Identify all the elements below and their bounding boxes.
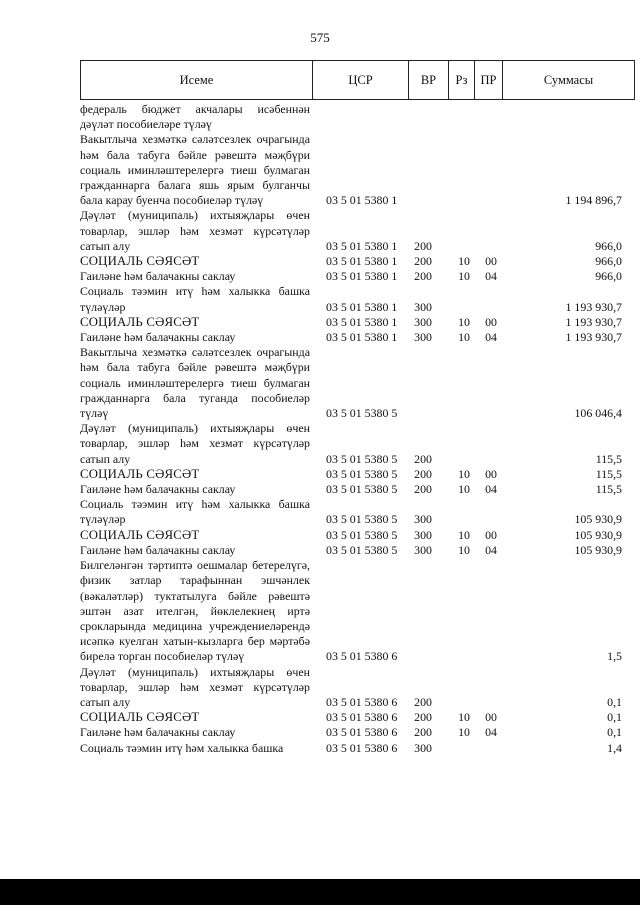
row-pr: 00 — [485, 710, 497, 725]
row-pr: 00 — [485, 527, 497, 542]
row-name: Гаиләне һәм балачакны саклау — [80, 482, 236, 497]
budget-table-body — [80, 102, 635, 756]
row-csr: 03 5 01 5380 6 — [326, 710, 398, 725]
row-rz: 10 — [458, 269, 470, 284]
table-row — [80, 102, 635, 132]
row-vr: 300 — [414, 314, 432, 329]
row-csr: 03 5 01 5380 1 — [326, 330, 398, 345]
row-sum: 966,0 — [595, 254, 622, 269]
row-name: Социаль тәэмин итү һәм халыкка башка түләүләр — [80, 497, 310, 527]
table-row — [80, 330, 635, 345]
row-pr: 04 — [485, 725, 497, 740]
row-pr: 04 — [485, 542, 497, 557]
row-name: Социаль тәэмин итү һәм халыкка башка түләүләр — [80, 284, 310, 314]
row-sum: 115,5 — [595, 466, 622, 481]
row-vr: 300 — [414, 542, 432, 557]
table-row — [80, 345, 635, 421]
row-rz: 10 — [458, 482, 470, 497]
row-pr: 04 — [485, 330, 497, 345]
table-row — [80, 543, 635, 558]
row-csr: 03 5 01 5380 1 — [326, 238, 398, 253]
row-sum: 115,5 — [595, 482, 622, 497]
row-csr: 03 5 01 5380 1 — [326, 269, 398, 284]
row-vr: 200 — [414, 238, 432, 253]
row-sum: 1 193 930,7 — [565, 299, 622, 314]
row-vr: 300 — [414, 512, 432, 527]
row-vr: 200 — [414, 269, 432, 284]
row-sum: 105 930,9 — [574, 542, 622, 557]
table-row — [80, 710, 635, 725]
row-vr: 200 — [414, 694, 432, 709]
header-rz: Рз — [449, 61, 475, 99]
row-sum: 1,5 — [607, 649, 622, 664]
row-name: Дәүләт (муниципаль) ихтыяҗлары өчен товарлар, эшләр һәм хезмәт күрсәтүләр сатып алу — [80, 208, 310, 253]
row-rz: 10 — [458, 254, 470, 269]
row-name: Гаиләне һәм балачакны саклау — [80, 542, 236, 557]
row-rz: 10 — [458, 710, 470, 725]
row-name: Дәүләт (муниципаль) ихтыяҗлары өчен товарлар, эшләр һәм хезмәт күрсәтүләр сатып алу — [80, 664, 310, 709]
row-csr: 03 5 01 5380 1 — [326, 314, 398, 329]
row-csr: 03 5 01 5380 6 — [326, 740, 398, 755]
row-name: Вакытлыча хезмәткә сәләтсезлек очрагында һәм бала табуга бәйле рәвештә мәҗбүри социаль иминләштерелергә тиеш булмаган гражданнарга бала туганда пособиеләр түләү — [80, 345, 310, 421]
row-name: Гаиләне һәм балачакны саклау — [80, 269, 236, 284]
row-csr: 03 5 01 5380 5 — [326, 406, 398, 421]
row-csr: 03 5 01 5380 6 — [326, 649, 398, 664]
row-csr: 03 5 01 5380 1 — [326, 299, 398, 314]
table-row — [80, 558, 635, 664]
row-vr: 300 — [414, 299, 432, 314]
row-vr: 300 — [414, 330, 432, 345]
table-row — [80, 284, 635, 314]
row-rz: 10 — [458, 330, 470, 345]
row-name: Гаиләне һәм балачакны саклау — [80, 725, 236, 740]
row-sum: 1,4 — [607, 740, 622, 755]
row-name: СОЦИАЛЬ СӘЯСӘТ — [80, 466, 200, 481]
row-vr: 200 — [414, 710, 432, 725]
table-row — [80, 208, 635, 254]
table-row — [80, 665, 635, 711]
row-rz: 10 — [458, 725, 470, 740]
table-row — [80, 467, 635, 482]
row-csr: 03 5 01 5380 5 — [326, 451, 398, 466]
row-sum: 105 930,9 — [574, 512, 622, 527]
row-name: Гаиләне һәм балачакны саклау — [80, 330, 236, 345]
row-sum: 0,1 — [607, 725, 622, 740]
row-csr: 03 5 01 5380 1 — [326, 193, 398, 208]
table-row — [80, 482, 635, 497]
row-vr: 300 — [414, 527, 432, 542]
row-name: СОЦИАЛЬ СӘЯСӘТ — [80, 527, 200, 542]
table-row — [80, 132, 635, 208]
row-sum: 1 193 930,7 — [565, 314, 622, 329]
row-csr: 03 5 01 5380 5 — [326, 466, 398, 481]
row-pr: 04 — [485, 269, 497, 284]
row-csr: 03 5 01 5380 5 — [326, 527, 398, 542]
row-rz: 10 — [458, 527, 470, 542]
scan-edge-bar — [0, 879, 640, 905]
row-name: СОЦИАЛЬ СӘЯСӘТ — [80, 254, 200, 269]
row-sum: 0,1 — [607, 694, 622, 709]
table-row — [80, 497, 635, 527]
row-csr: 03 5 01 5380 6 — [326, 694, 398, 709]
row-csr: 03 5 01 5380 6 — [326, 725, 398, 740]
row-csr: 03 5 01 5380 5 — [326, 482, 398, 497]
row-sum: 105 930,9 — [574, 527, 622, 542]
row-rz: 10 — [458, 314, 470, 329]
row-pr: 00 — [485, 314, 497, 329]
row-name: Дәүләт (муниципаль) ихтыяҗлары өчен товарлар, эшләр һәм хезмәт күрсәтүләр сатып алу — [80, 421, 310, 466]
row-csr: 03 5 01 5380 5 — [326, 512, 398, 527]
row-name: Билгеләнгән тәртиптә оешмалар бетерелүгә, физик затлар тарафыннан эшчәнлек (вәкаләтләр) туктатылуга бәйле рәвештә эштән азат ителгән, йөклелекнең иртә срокларында медицина учреждениеләрендә исәпкә куелган хатын-кызларга бер мәртәбә бирелә торган пособиеләр түләү — [80, 558, 310, 664]
table-row — [80, 741, 635, 756]
row-name: СОЦИАЛЬ СӘЯСӘТ — [80, 710, 200, 725]
row-csr: 03 5 01 5380 5 — [326, 542, 398, 557]
header-name: Исеме — [81, 61, 313, 99]
header-vr: ВР — [409, 61, 449, 99]
row-vr: 200 — [414, 466, 432, 481]
row-vr: 300 — [414, 740, 432, 755]
table-row — [80, 269, 635, 284]
row-sum: 1 194 896,7 — [565, 193, 622, 208]
row-name: СОЦИАЛЬ СӘЯСӘТ — [80, 314, 200, 329]
row-csr: 03 5 01 5380 1 — [326, 254, 398, 269]
row-rz: 10 — [458, 542, 470, 557]
row-pr: 04 — [485, 482, 497, 497]
table-row — [80, 725, 635, 740]
header-sum: Суммасы — [543, 72, 594, 87]
row-name: Вакытлыча хезмәткә сәләтсезлек очрагында һәм бала табуга бәйле рәвештә мәҗбүри социаль иминләштерелергә тиеш булмаган гражданнарга балага яшь ярым булганчы бала карау буенча пособиеләр түләү — [80, 132, 310, 208]
row-name: федераль бюджет акчалары исәбеннән дәүләт пособиеләре түләү — [80, 102, 310, 132]
table-row — [80, 528, 635, 543]
row-sum: 0,1 — [607, 710, 622, 725]
row-sum: 966,0 — [595, 269, 622, 284]
header-pr: ПР — [475, 61, 503, 99]
row-sum: 966,0 — [595, 238, 622, 253]
table-header — [80, 60, 635, 100]
row-vr: 200 — [414, 451, 432, 466]
table-row — [80, 254, 635, 269]
row-pr: 00 — [485, 466, 497, 481]
row-sum: 115,5 — [595, 451, 622, 466]
table-row — [80, 315, 635, 330]
page-number: 575 — [310, 30, 330, 45]
row-sum: 106 046,4 — [574, 406, 622, 421]
row-vr: 200 — [414, 725, 432, 740]
row-vr: 200 — [414, 482, 432, 497]
row-name: Социаль тәэмин итү һәм халыкка башка — [80, 740, 284, 755]
row-sum: 1 193 930,7 — [565, 330, 622, 345]
table-row — [80, 421, 635, 467]
header-csr: ЦСР — [313, 61, 409, 99]
row-vr: 200 — [414, 254, 432, 269]
row-rz: 10 — [458, 466, 470, 481]
row-pr: 00 — [485, 254, 497, 269]
